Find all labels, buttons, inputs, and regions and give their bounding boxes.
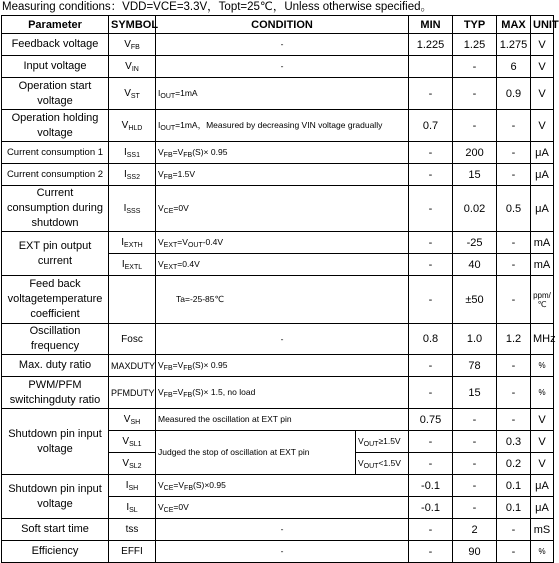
typ-cell: - <box>453 497 497 519</box>
unit-cell: mA <box>531 232 554 254</box>
min-cell: - <box>409 431 453 453</box>
condition-cell: $V_{FB}=1.5V$ <box>156 164 409 186</box>
typ-cell: - <box>453 110 497 142</box>
max-cell: 0.3 <box>497 431 531 453</box>
symbol-cell: $I_{SS1}$ <box>109 142 156 164</box>
param-cell: Feed back voltagetemperature coefficient <box>2 276 109 324</box>
header-row <box>2 16 554 34</box>
condition-subcell: $V_{OUT}<1.5V$ <box>356 453 409 475</box>
min-cell: 0.7 <box>409 110 453 142</box>
unit-cell: μA <box>531 164 554 186</box>
max-cell: - <box>497 409 531 431</box>
typ-cell: 200 <box>453 142 497 164</box>
min-cell: -0.1 <box>409 475 453 497</box>
min-cell: - <box>409 453 453 475</box>
condition-cell: $V_{FB}=V_{FB}(S)\times 1.5$, no load <box>156 377 409 409</box>
condition-cell: - <box>156 56 409 78</box>
header-condition: CONDITION <box>156 16 409 34</box>
unit-cell: V <box>531 409 554 431</box>
min-cell: - <box>409 232 453 254</box>
param-cell: Efficiency <box>2 541 109 563</box>
typ-cell: - <box>453 431 497 453</box>
table-row <box>2 56 554 78</box>
symbol-cell: MAXDUTY <box>109 355 156 377</box>
symbol-cell: $I_{SSS}$ <box>109 186 156 232</box>
header-typ: TYP <box>453 16 497 34</box>
table-row <box>2 541 554 563</box>
table-row <box>2 110 554 142</box>
symbol-cell: $V_{SL2}$ <box>109 453 156 475</box>
max-cell: - <box>497 142 531 164</box>
min-cell: - <box>409 186 453 232</box>
max-cell: 0.1 <box>497 497 531 519</box>
unit-cell: MHz <box>531 324 554 355</box>
unit-cell: % <box>531 541 554 563</box>
typ-cell: - <box>453 78 497 110</box>
table-row <box>2 186 554 232</box>
param-cell: Current consumption 1 <box>2 142 109 164</box>
header-min: MIN <box>409 16 453 34</box>
min-cell: -0.1 <box>409 497 453 519</box>
table-row <box>2 377 554 409</box>
max-cell: - <box>497 232 531 254</box>
condition-cell: $V_{FB}=V_{FB}(S)\times 0.95$ <box>156 142 409 164</box>
symbol-cell <box>109 276 156 324</box>
table-row <box>2 519 554 541</box>
min-cell: - <box>409 541 453 563</box>
symbol-cell: $I_{SL}$ <box>109 497 156 519</box>
table-row <box>2 475 554 497</box>
typ-cell: 78 <box>453 355 497 377</box>
symbol-cell: $V_{IN}$ <box>109 56 156 78</box>
table-row <box>2 324 554 355</box>
typ-cell: 15 <box>453 164 497 186</box>
typ-cell: 0.02 <box>453 186 497 232</box>
param-cell: Current consumption 2 <box>2 164 109 186</box>
typ-cell: 2 <box>453 519 497 541</box>
max-cell: - <box>497 164 531 186</box>
table-row <box>2 164 554 186</box>
max-cell: 1.2 <box>497 324 531 355</box>
max-cell: 0.5 <box>497 186 531 232</box>
max-cell: - <box>497 110 531 142</box>
condition-cell: $V_{EXT}=V_{OUT}-0.4V$ <box>156 232 409 254</box>
typ-cell: 15 <box>453 377 497 409</box>
typ-cell: 40 <box>453 254 497 276</box>
unit-cell: μA <box>531 142 554 164</box>
param-cell: Shutdown pin input voltage <box>2 475 109 519</box>
symbol-cell: $I_{EXTL}$ <box>109 254 156 276</box>
table-row <box>2 232 554 254</box>
max-cell: - <box>497 276 531 324</box>
condition-cell: Ta=-25-85℃ <box>156 276 409 324</box>
symbol-cell: $I_{SS2}$ <box>109 164 156 186</box>
param-cell: PWM/PFM switchingduty ratio <box>2 377 109 409</box>
header-parameter: Parameter <box>2 16 109 34</box>
min-cell: - <box>409 519 453 541</box>
min-cell: - <box>409 355 453 377</box>
condition-cell: $I_{OUT}=1mA$ <box>156 78 409 110</box>
unit-cell: % <box>531 355 554 377</box>
symbol-cell: $I_{EXTH}$ <box>109 232 156 254</box>
max-cell: 0.1 <box>497 475 531 497</box>
condition-cell: $I_{OUT}=1mA$，Measured by decreasing VIN voltage gradually <box>156 110 409 142</box>
electrical-characteristics-table <box>1 15 559 563</box>
typ-cell: - <box>453 475 497 497</box>
param-cell: Oscillation frequency <box>2 324 109 355</box>
condition-cell: - <box>156 519 409 541</box>
table-row <box>2 276 554 324</box>
max-cell: - <box>497 541 531 563</box>
table-row <box>2 355 554 377</box>
symbol-cell: EFFI <box>109 541 156 563</box>
unit-cell: V <box>531 110 554 142</box>
typ-cell: - <box>453 453 497 475</box>
typ-cell: -25 <box>453 232 497 254</box>
condition-cell: Measured the oscillation at EXT pin <box>156 409 409 431</box>
min-cell: - <box>409 377 453 409</box>
condition-cell: $V_{CE}=V_{FB}(S)\times 0.95$ <box>156 475 409 497</box>
typ-cell: - <box>453 409 497 431</box>
max-cell: 6 <box>497 56 531 78</box>
symbol-cell: $V_{SH}$ <box>109 409 156 431</box>
symbol-cell: tss <box>109 519 156 541</box>
condition-cell: - <box>156 34 409 56</box>
max-cell: 1.275 <box>497 34 531 56</box>
min-cell: - <box>409 142 453 164</box>
header-unit: UNIT <box>531 16 554 34</box>
typ-cell: 1.25 <box>453 34 497 56</box>
symbol-cell: $V_{SL1}$ <box>109 431 156 453</box>
symbol-cell: $I_{SH}$ <box>109 475 156 497</box>
typ-cell: ±50 <box>453 276 497 324</box>
unit-cell: μA <box>531 475 554 497</box>
param-cell: Soft start time <box>2 519 109 541</box>
min-cell: - <box>409 276 453 324</box>
param-cell: Current consumption during shutdown <box>2 186 109 232</box>
max-cell: - <box>497 519 531 541</box>
condition-cell: $V_{EXT}=0.4V$ <box>156 254 409 276</box>
unit-cell: V <box>531 431 554 453</box>
min-cell: - <box>409 78 453 110</box>
unit-cell: % <box>531 377 554 409</box>
min-cell: 1.225 <box>409 34 453 56</box>
header-max: MAX <box>497 16 531 34</box>
condition-cell: Judged the stop of oscillation at EXT pin <box>156 431 356 475</box>
condition-subcell: $V_{OUT}\ge 1.5V$ <box>356 431 409 453</box>
unit-cell: V <box>531 56 554 78</box>
typ-cell: - <box>453 56 497 78</box>
symbol-cell: Fosc <box>109 324 156 355</box>
typ-cell: 1.0 <box>453 324 497 355</box>
unit-cell: ppm/℃ <box>531 276 554 324</box>
max-cell: 0.2 <box>497 453 531 475</box>
param-cell: Feedback voltage <box>2 34 109 56</box>
table-row <box>2 78 554 110</box>
unit-cell: μA <box>531 497 554 519</box>
param-cell: Max. duty ratio <box>2 355 109 377</box>
max-cell: 0.9 <box>497 78 531 110</box>
table-row <box>2 142 554 164</box>
unit-cell: V <box>531 453 554 475</box>
min-cell: 0.8 <box>409 324 453 355</box>
max-cell: - <box>497 254 531 276</box>
param-cell: Operation start voltage <box>2 78 109 110</box>
condition-cell: $V_{CE}=0V$ <box>156 497 409 519</box>
condition-cell: - <box>156 541 409 563</box>
measuring-conditions: Measuring conditions：VDD=VCE=3.3V，Topt=25℃，Unless otherwise specified。 <box>2 1 432 13</box>
min-cell: - <box>409 254 453 276</box>
unit-cell: mA <box>531 254 554 276</box>
condition-cell: - <box>156 324 409 355</box>
symbol-cell: PFMDUTY <box>109 377 156 409</box>
max-cell: - <box>497 377 531 409</box>
symbol-cell: $V_{ST}$ <box>109 78 156 110</box>
param-cell: Shutdown pin input voltage <box>2 409 109 475</box>
condition-cell: $V_{CE}=0V$ <box>156 186 409 232</box>
param-cell: EXT pin output current <box>2 232 109 276</box>
unit-cell: V <box>531 34 554 56</box>
unit-cell: V <box>531 78 554 110</box>
param-cell: Operation holding voltage <box>2 110 109 142</box>
min-cell: 0.75 <box>409 409 453 431</box>
header-symbol: SYMBOL <box>109 16 156 34</box>
table-row <box>2 34 554 56</box>
symbol-cell: $V_{HLD}$ <box>109 110 156 142</box>
unit-cell: μA <box>531 186 554 232</box>
typ-cell: 90 <box>453 541 497 563</box>
symbol-cell: $V_{FB}$ <box>109 34 156 56</box>
min-cell <box>409 56 453 78</box>
table-row <box>2 409 554 431</box>
unit-cell: mS <box>531 519 554 541</box>
min-cell: - <box>409 164 453 186</box>
condition-cell: $V_{FB}=V_{FB}(S)\times 0.95$ <box>156 355 409 377</box>
max-cell: - <box>497 355 531 377</box>
param-cell: Input voltage <box>2 56 109 78</box>
